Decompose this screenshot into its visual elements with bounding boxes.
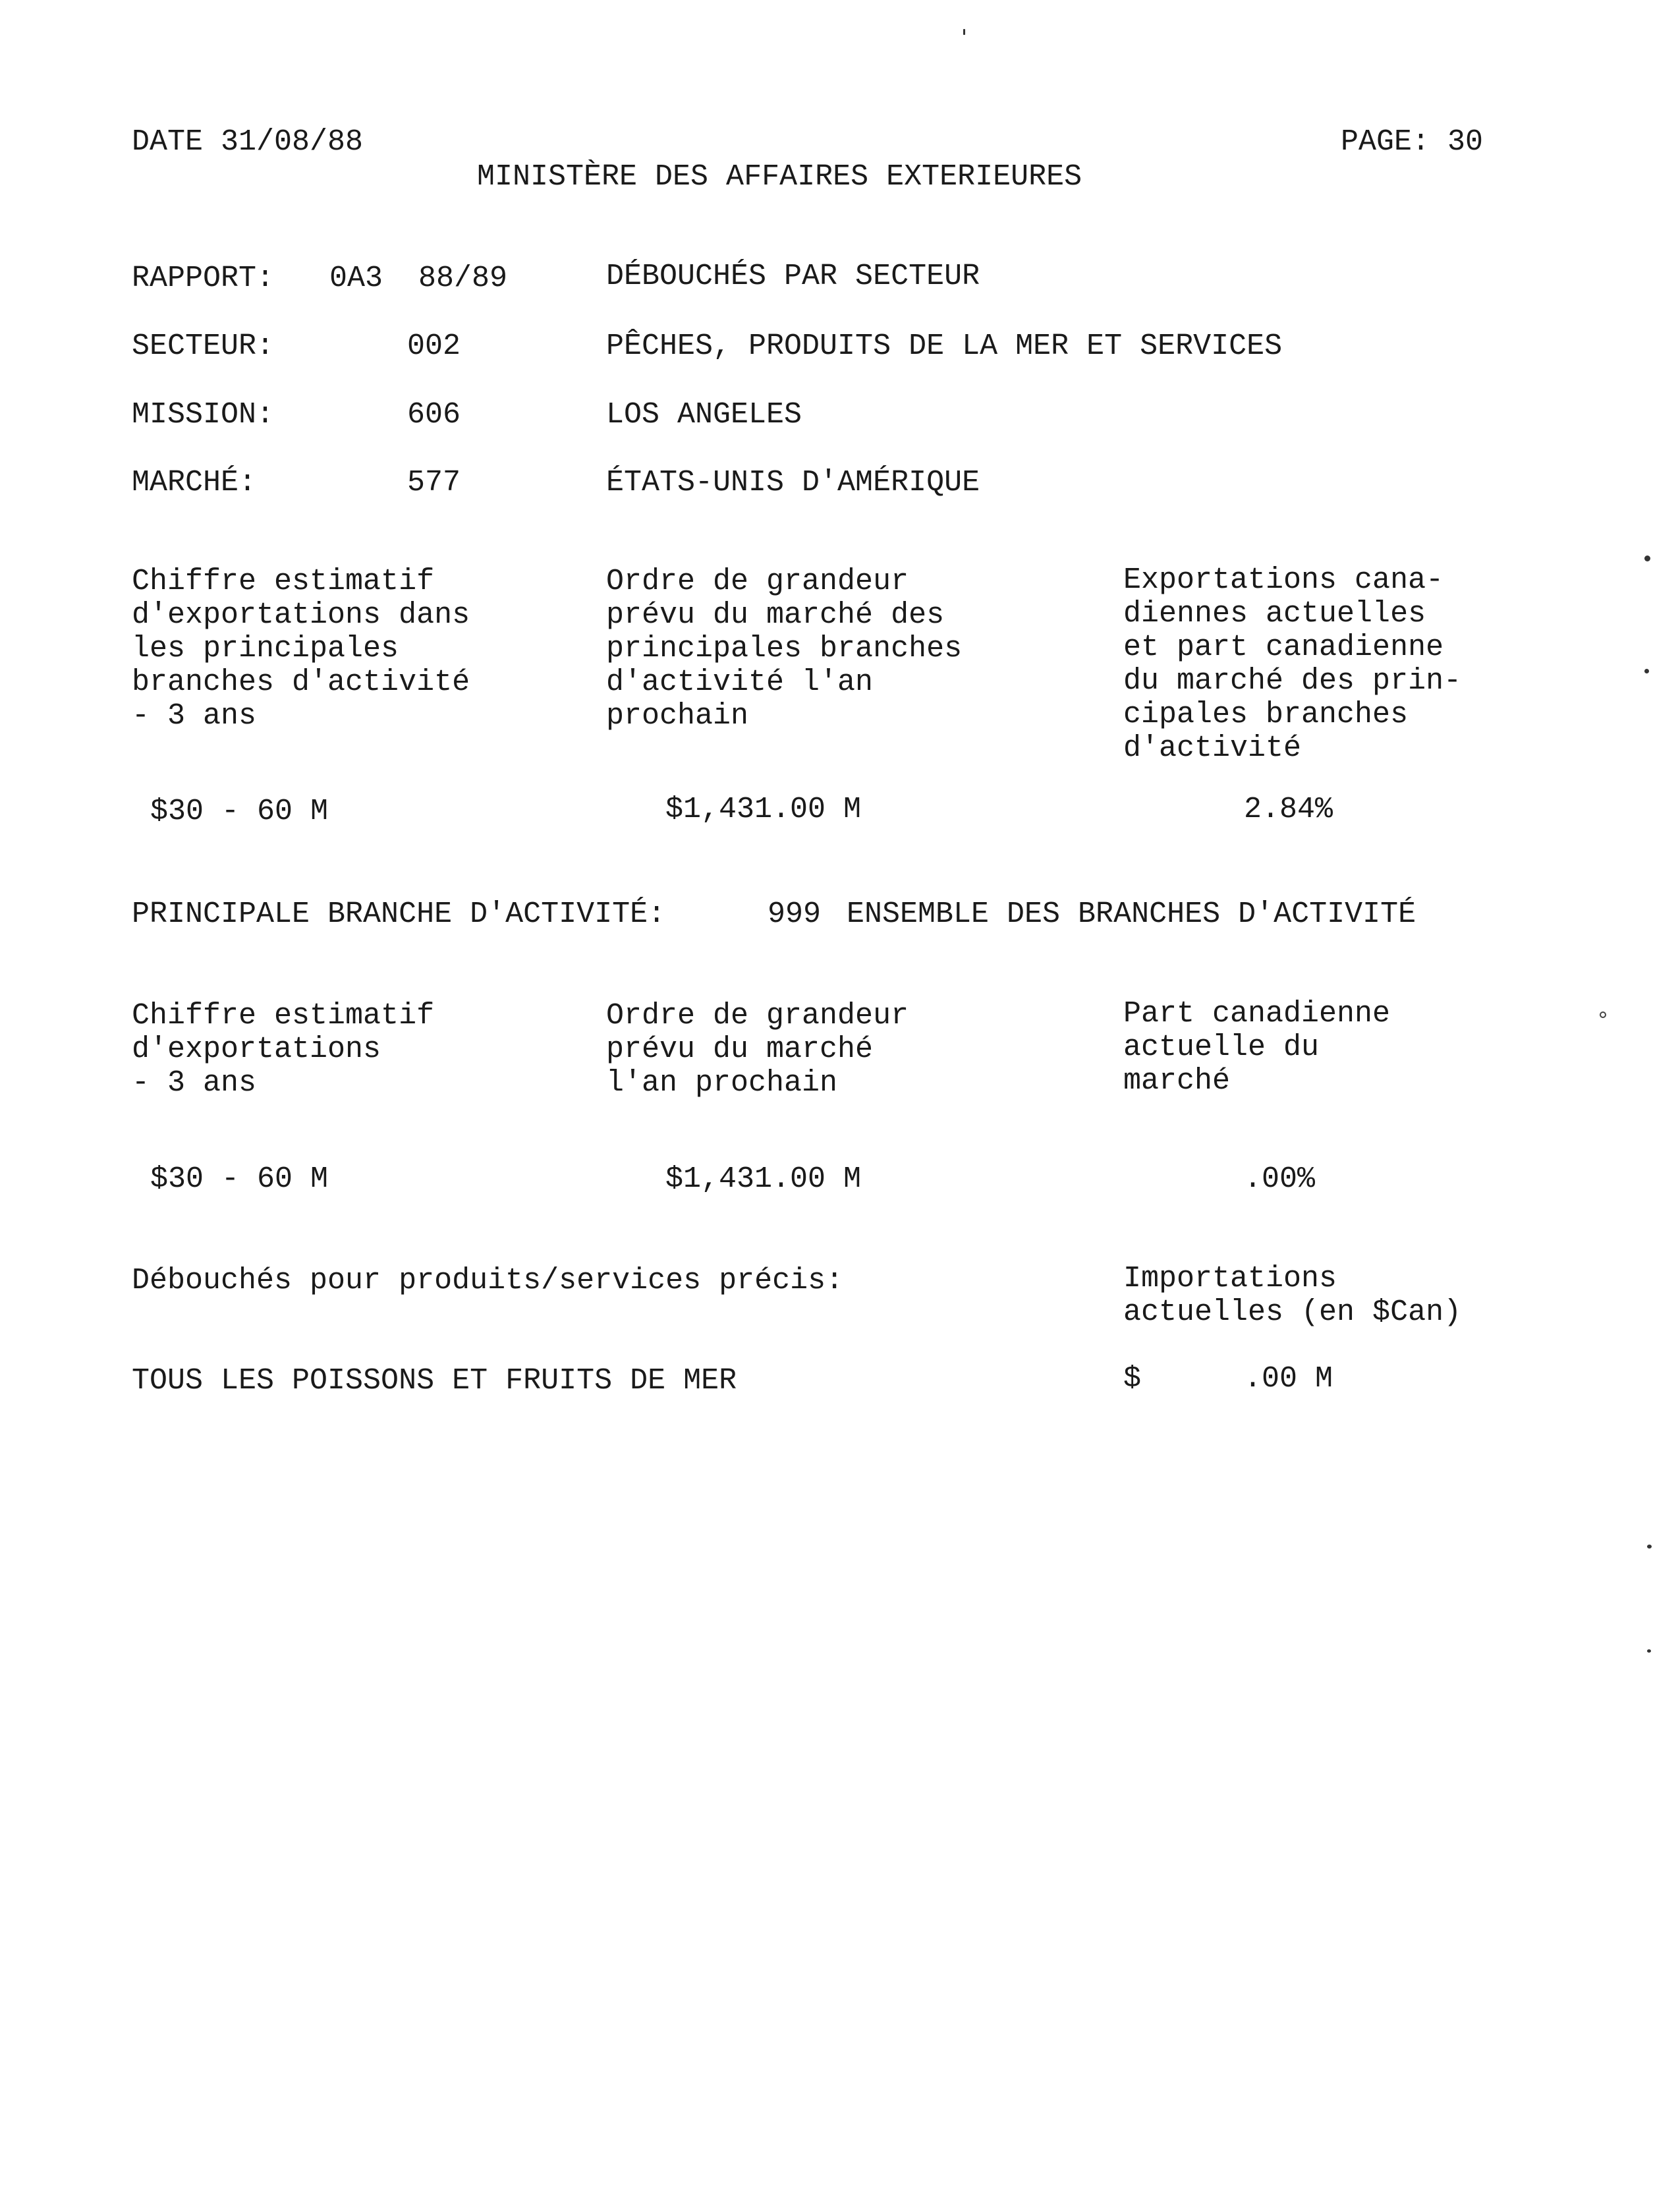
- summary-col1-header: [132, 565, 470, 733]
- branch-col3-line: Part canadienne: [1123, 997, 1391, 1031]
- branch-name: ENSEMBLE DES BRANCHES D'ACTIVITÉ: [847, 897, 1416, 931]
- branch-market-size: $1,431.00 M: [665, 1162, 862, 1196]
- summary-col3-line: d'activité: [1123, 731, 1302, 765]
- branch-code: 999: [768, 897, 822, 931]
- summary-col2-line: Ordre de grandeur: [606, 565, 909, 598]
- branch-col3-header: [1123, 997, 1390, 1098]
- branch-col3-line: marché: [1123, 1064, 1231, 1098]
- report-label: RAPPORT:: [132, 262, 275, 295]
- summary-col1-line: les principales: [132, 632, 399, 666]
- branch-col2-header: [606, 999, 909, 1100]
- branch-export-estimate: $30 - 60 M: [150, 1162, 329, 1196]
- ministry-title: MINISTÈRE DES AFFAIRES EXTERIEURES: [477, 160, 1082, 194]
- product-item-currency: $: [1123, 1362, 1142, 1396]
- summary-col2-line: d'activité l'an: [606, 666, 874, 699]
- market-name: ÉTATS-UNIS D'AMÉRIQUE: [606, 466, 980, 499]
- summary-col3-header: [1123, 563, 1461, 765]
- branch-col1-line: d'exportations: [132, 1033, 381, 1066]
- scan-speck: [1600, 1011, 1606, 1018]
- summary-market-size: $1,431.00 M: [665, 793, 862, 826]
- imports-header-line: actuelles (en $Can): [1123, 1295, 1462, 1329]
- summary-col1-line: branches d'activité: [132, 666, 470, 699]
- report-code: 0A3 88/89: [329, 262, 508, 295]
- branch-col2-line: Ordre de grandeur: [606, 999, 909, 1033]
- imports-header: [1123, 1262, 1461, 1329]
- summary-col2-line: principales branches: [606, 632, 963, 666]
- imports-header-line: Importations: [1123, 1262, 1337, 1295]
- summary-col3-line: diennes actuelles: [1123, 597, 1426, 631]
- branch-canadian-share: .00%: [1244, 1162, 1316, 1196]
- branch-col3-line: actuelle du: [1123, 1031, 1320, 1064]
- branch-col1-header: [132, 999, 434, 1100]
- summary-col1-line: - 3 ans: [132, 699, 257, 733]
- sector-label: SECTEUR:: [132, 329, 275, 363]
- summary-col3-line: cipales branches: [1123, 698, 1409, 731]
- scan-speck: [1644, 669, 1649, 673]
- mission-label: MISSION:: [132, 398, 275, 432]
- branch-col2-line: l'an prochain: [606, 1066, 838, 1100]
- summary-col2-line: prochain: [606, 699, 749, 733]
- scan-speck: [1647, 1545, 1652, 1549]
- branch-col1-line: Chiffre estimatif: [132, 999, 435, 1033]
- opportunities-label: Débouchés pour produits/services précis:: [132, 1264, 844, 1297]
- summary-export-estimate: $30 - 60 M: [150, 795, 329, 828]
- report-date: DATE 31/08/88: [132, 125, 364, 159]
- summary-col3-line: et part canadienne: [1123, 631, 1444, 664]
- summary-col1-line: Chiffre estimatif: [132, 565, 435, 598]
- product-item-name: TOUS LES POISSONS ET FRUITS DE MER: [132, 1364, 737, 1398]
- sector-name: PÊCHES, PRODUITS DE LA MER ET SERVICES: [606, 329, 1283, 363]
- scan-speck: [1647, 1649, 1651, 1653]
- summary-col3-line: du marché des prin-: [1123, 664, 1462, 698]
- branch-col1-line: - 3 ans: [132, 1066, 257, 1100]
- summary-col2-header: [606, 565, 962, 733]
- scan-speck: [963, 29, 965, 35]
- branch-col2-line: prévu du marché: [606, 1033, 874, 1066]
- branch-label: PRINCIPALE BRANCHE D'ACTIVITÉ:: [132, 897, 666, 931]
- report-title: DÉBOUCHÉS PAR SECTEUR: [606, 260, 980, 293]
- mission-code: 606: [407, 398, 461, 432]
- summary-col3-line: Exportations cana-: [1123, 563, 1444, 597]
- summary-col1-line: d'exportations dans: [132, 598, 470, 632]
- market-label: MARCHÉ:: [132, 466, 257, 499]
- summary-canadian-share: 2.84%: [1244, 793, 1333, 826]
- summary-col2-line: prévu du marché des: [606, 598, 945, 632]
- mission-name: LOS ANGELES: [606, 398, 802, 432]
- product-item-amount: .00 M: [1244, 1362, 1333, 1396]
- page-number: PAGE: 30: [1341, 125, 1484, 159]
- scan-speck: [1644, 555, 1650, 561]
- market-code: 577: [407, 466, 461, 499]
- sector-code: 002: [407, 329, 461, 363]
